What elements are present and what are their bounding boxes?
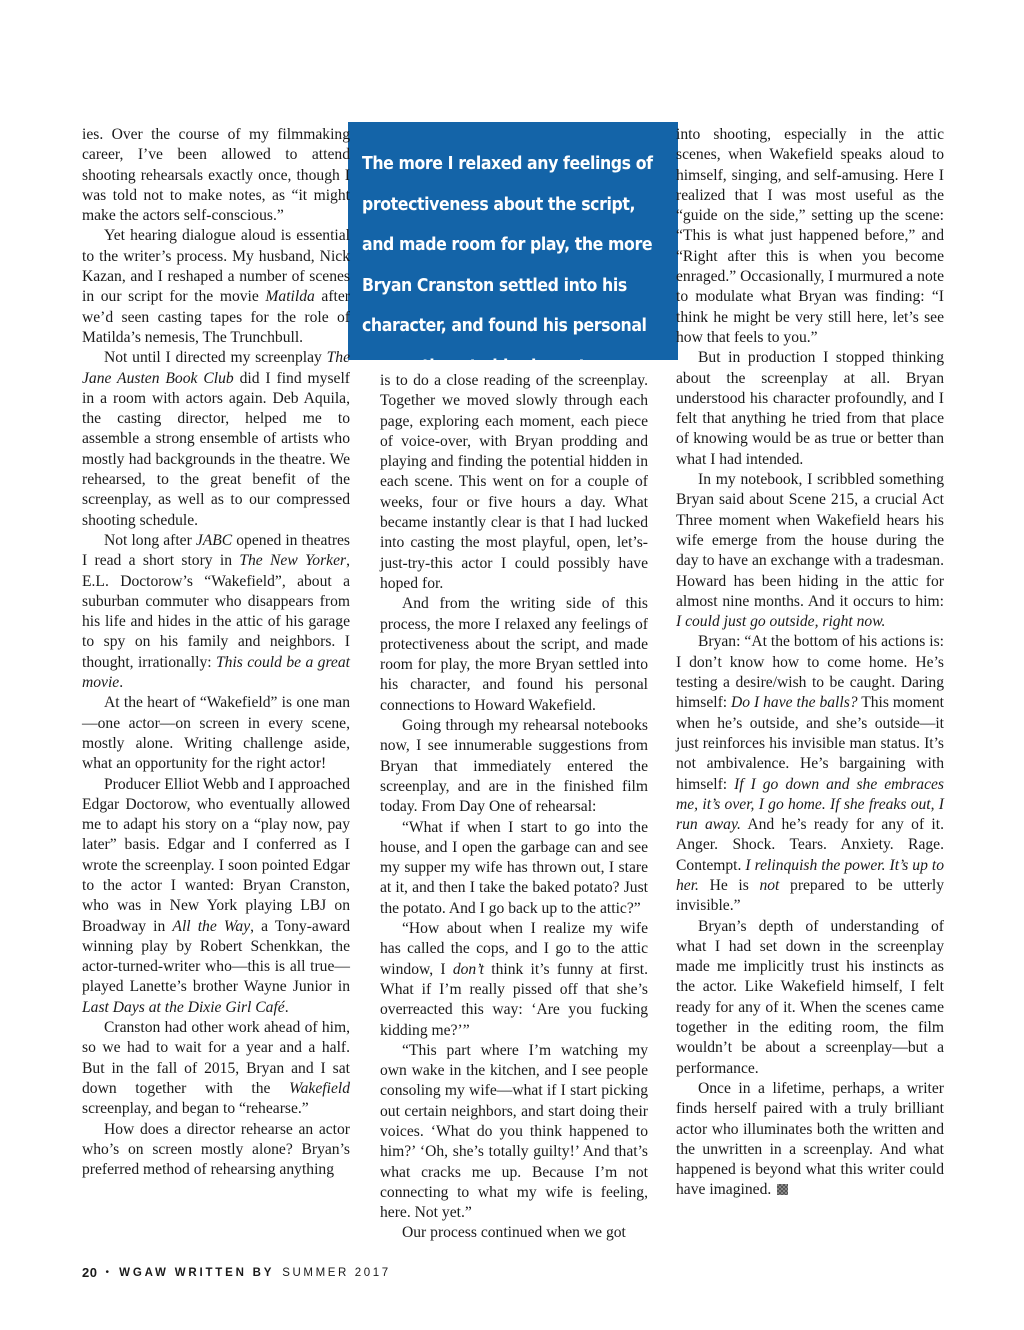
paragraph: Not until I directed my screenplay The Jane Austen Book Club did I find myself in a room with actors again. Deb Aquila, the casting director, helped me to assemble a strong ensemble of artists who mostly had backgrounds in the theatre. We rehearsed, to the great benefit of the screenplay, as well as to our compressed shooting schedule. [82,349,350,529]
paragraph: Bryan: “At the bottom of his actions is: I don’t know how to come home. He’s testing a desire/wish to be caught. Daring himself: Do I have the balls? This moment when he’s outside, and she’s outside—it just reinforces his invisible man status. It’s not ambivalence. He’s bargaining with himself: If I go down and she embraces me, it’s over, I go home. If she freaks out, I run away. And he’s ready for any of it. Anger. Shock. Tears. Anxiety. Rage. Contempt. I relinquish the power. It’s up to her. He is not prepared to be utterly invisible.” [676,633,945,915]
paragraph: is to do a close reading of the screenplay. Together we moved slowly through each page, exploring each moment, each piece of voice-over, with Bryan prodding and playing and finding the potential hidden in each scene. This went on for a couple of weeks, four or five hours a day. What became instantly clear is that I had lucked into casting the most playful, open, let’s-just-try-this actor I could possibly have hoped for. [380,372,648,592]
column-1 [82,125,350,1180]
paragraph: “What if when I start to go into the house, and I open the garbage can and see my supper my wife has thrown out, I stare at it, and then I take the baked potato? Just the potato. And I go back up to the attic?” [380,818,648,917]
page-footer [82,1265,391,1280]
bullet-icon: • [105,1267,112,1278]
paragraph: ies. Over the course of my filmmaking career, I’ve been allowed to attend shooting rehearsals exactly once, though I was told not to make notes, as “it might make the actors self-conscious.” [82,126,350,225]
paragraph: Our process continued when we got [402,1224,626,1242]
paragraph: into shooting, especially in the attic scenes, when Wakefield speaks aloud to himself, singing, and self-amusing. Here I realized that I was most useful as the “guide on the side,” setting up the scene: “This is what just happened before,” and “Right after this is when you become enraged.” Occasionally, I murmured a note to modulate what Bryan was finding: “I think he might be very still here, let’s see how that feels to you.” [676,126,944,346]
issue-date: SUMMER 2017 [282,1266,391,1279]
paragraph: At the heart of “Wakefield” is one man—one actor—on screen in every scene, mostly alone. Writing challenge aside, what an opportunity for the right actor! [82,694,350,773]
paragraph: But in production I stopped thinking about the screenplay at all. Bryan understood his character profoundly, and I felt that anything he tried from that place of knowing would be as true or better than what I had intended. [676,349,944,468]
paragraph: “How about when I realize my wife has called the cops, and I go to the attic window, I don’t think it’s funny at first. What if I’m really pissed off that she’s overreacted this way: ‘Are you fucking kidding me?’” [380,920,649,1039]
page-number: 20 [82,1265,98,1280]
paragraph: Once in a lifetime, perhaps, a writer finds herself paired with a truly brilliant actor who illuminates both the written and the unwritten in a screenplay. And what happened is beyond what this writer could have imagined. [676,1079,944,1199]
magazine-name: WGAW WRITTEN BY [119,1266,275,1279]
paragraph: Producer Elliot Webb and I approached Edgar Doctorow, who eventually allowed me to adapt his story on a “play now, pay later” basis. Edgar and I conferred as I wrote the screenplay. I soon pointed Edgar to the actor I wanted: Bryan Cranston, who was in New York playing LBJ on Broadway in All the Way, a Tony-award winning play by Robert Schenkkan, the actor-turned-writer who—this is all true—played Lanette’s brother Wayne Junior in Last Days at the Dixie Girl Café. [82,775,350,1016]
paragraph: How does a director rehearse an actor who’s on screen mostly alone? Bryan’s preferred method of rehearsing anything [82,1120,350,1179]
paragraph: In my notebook, I scribbled something Bryan said about Scene 215, a crucial Act Three moment when Wakefield hears his wife emerge from the house during the day to have an exchange with a tradesman. Howard has been hiding in the attic for almost nine months. And it occurs to him: I could just go outside, right now. [676,471,944,631]
column-3 [676,125,944,1201]
paragraph: Going through my rehearsal notebooks now, I see innumerable suggestions from Bryan that immediately entered the screenplay, and are in the finished film today. From Day One of rehearsal: [380,717,648,816]
end-mark-icon [777,1184,788,1195]
paragraph: “This part where I’m watching my own wake in the kitchen, and I see people consoling my wife—what if I start picking out certain neighbors, and start doing their voices. ‘What do you think happened to him?’ ‘Oh, she’s totally guilty!’ And that’s what cracks me up. Because I’m not connecting to what my wife is feeling, here. Not yet.” [380,1041,648,1222]
paragraph: Not long after JABC opened in theatres I read a short story in The New Yorker, E.L. Doctorow’s “Wakefield”, about a suburban commuter who disappears from his life and hides in the attic of his garage to spy on his family and neighbors. I thought, irrationally: This could be a great movie. [82,531,350,692]
pull-quote-box [348,122,678,377]
paragraph: And from the writing side of this process, the more I relaxed any feelings of protectiveness about the script, and made room for play, the more Bryan settled into his character, and found his personal connections to Howard Wakefield. [380,595,648,714]
column-2 [380,371,648,1244]
paragraph: Bryan’s depth of understanding of what I had set down in the screenplay made me implicitly trust his instincts as the actor. Like Wakefield himself, I felt ready for any of it. When the scenes came together in the editing room, the film wouldn’t be about a screenplay—but a performance. [676,917,944,1077]
paragraph: Cranston had other work ahead of him, so we had to wait for a year and a half. But in the fall of 2015, Bryan and I sat down together with the Wakefield screenplay, and began to “rehearse.” [82,1019,350,1118]
pull-quote-text: The more I relaxed any feelings of protectiveness about the script, and made room for play, the more Bryan Cranston settled into his character, and found his personal connections to his character. [362,154,653,377]
paragraph: Yet hearing dialogue aloud is essential to the writer’s process. My husband, Nick Kazan, and I reshaped a number of scenes in our script for the movie Matilda after we’d seen casting tapes for the role of Matilda’s nemesis, The Trunchbull. [82,227,350,346]
